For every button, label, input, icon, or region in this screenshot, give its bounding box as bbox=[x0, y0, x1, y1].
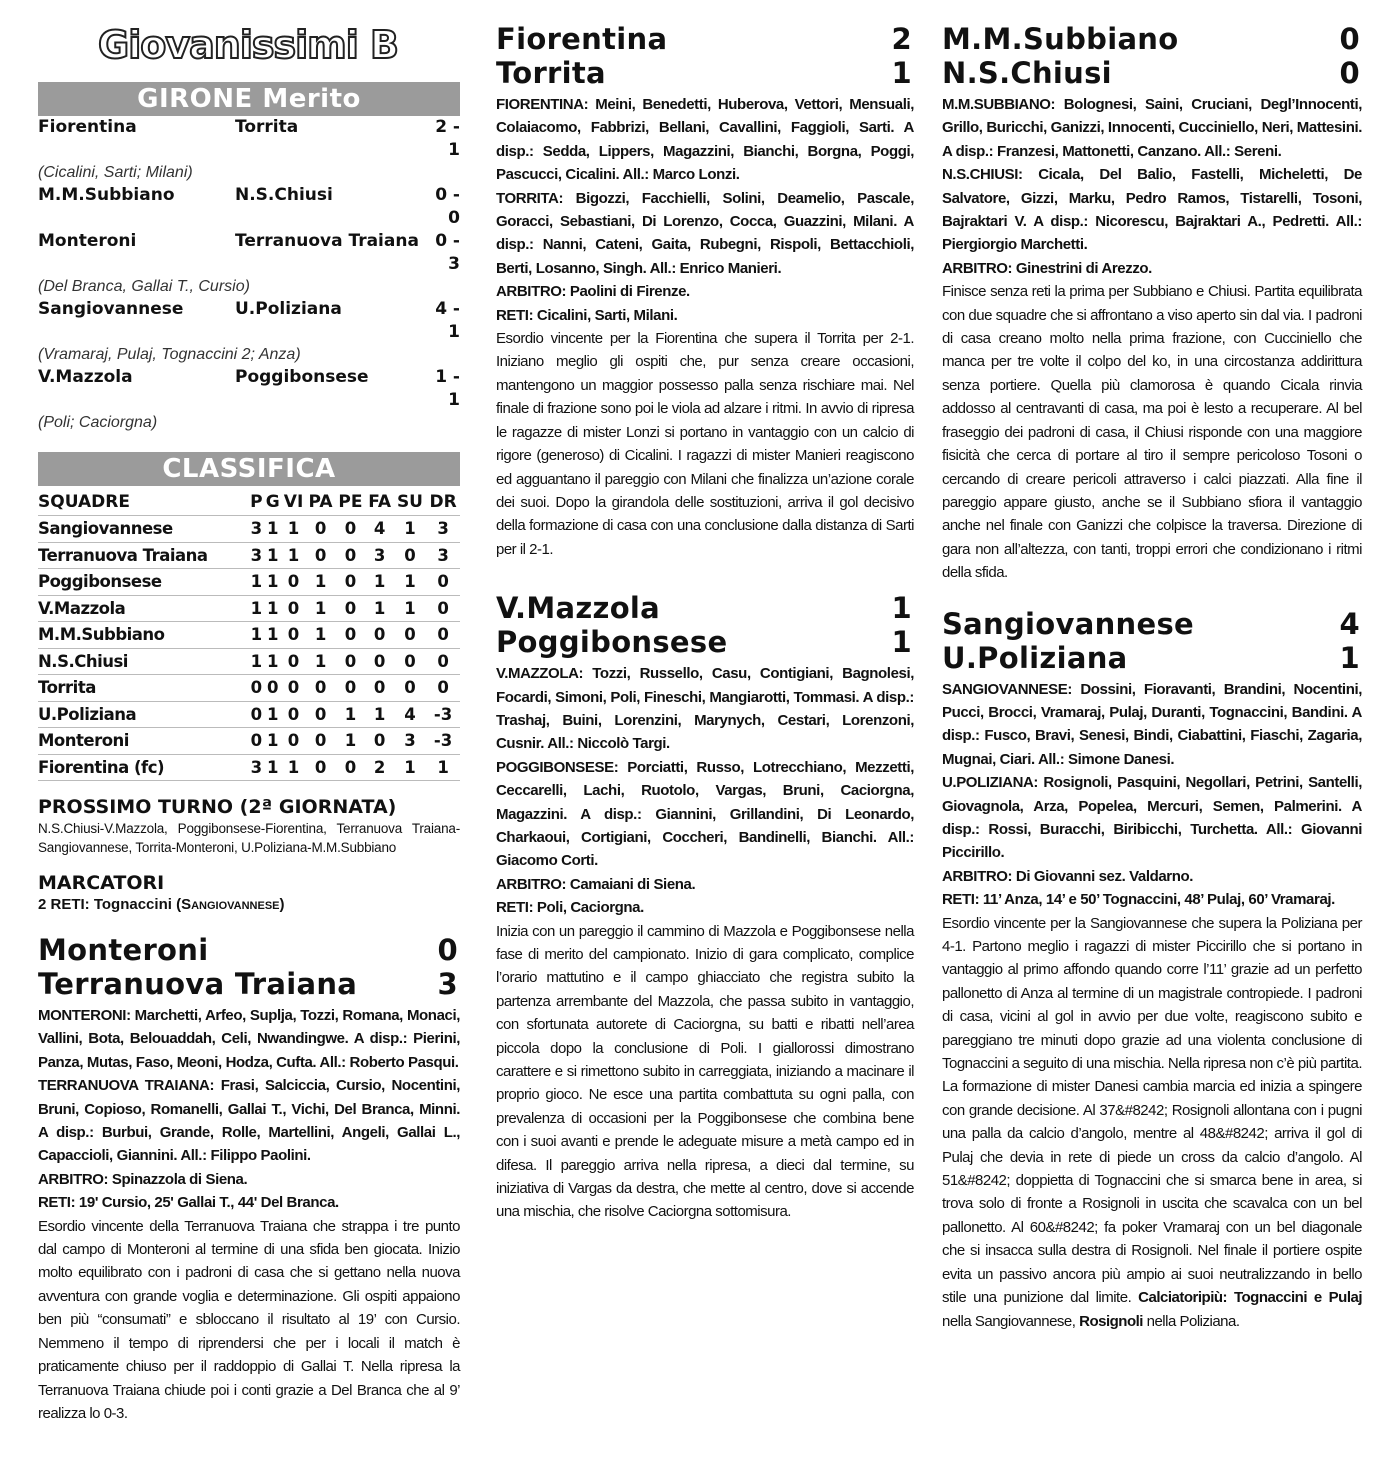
standings-stat: 2 bbox=[365, 754, 393, 781]
result-row bbox=[38, 298, 460, 344]
standings-stat: 3 bbox=[394, 728, 426, 755]
away-team-line bbox=[38, 967, 460, 1001]
home-team-goals: 2 bbox=[891, 22, 912, 56]
standings-stat: 1 bbox=[264, 569, 281, 596]
home-team-goals: 0 bbox=[1339, 22, 1360, 56]
standings-stat: 1 bbox=[394, 754, 426, 781]
standings-stat: 0 bbox=[336, 754, 366, 781]
standings-header-cell: PA bbox=[306, 490, 336, 516]
standings-stat: 1 bbox=[281, 754, 305, 781]
standings-stat: 1 bbox=[264, 728, 281, 755]
result-home-team: Monteroni bbox=[38, 231, 137, 251]
referee: ARBITRO: Paolini di Firenze. bbox=[496, 283, 690, 301]
standings-stat: 3 bbox=[249, 542, 264, 569]
standings-stat: 1 bbox=[394, 569, 426, 596]
match-lineups bbox=[496, 662, 914, 919]
match-subbiano-chiusi bbox=[942, 22, 1362, 585]
standings-stat: 0 bbox=[249, 675, 264, 702]
standings-team: Torrita bbox=[38, 675, 249, 702]
away-team-line bbox=[496, 625, 914, 659]
standings-stat: -3 bbox=[426, 701, 460, 728]
standings-stat: 0 bbox=[281, 622, 305, 649]
home-team-line bbox=[496, 22, 914, 56]
standings-stat: 0 bbox=[365, 675, 393, 702]
standings-stat: 1 bbox=[264, 542, 281, 569]
standings-stat: 0 bbox=[281, 728, 305, 755]
result-score: 4 - 1 bbox=[435, 299, 460, 342]
standings-stat: 3 bbox=[426, 542, 460, 569]
standings-stat: 0 bbox=[336, 648, 366, 675]
standings-stat: 0 bbox=[426, 648, 460, 675]
goals-list: RETI: Cicalini, Sarti, Milani. bbox=[496, 306, 678, 324]
standings-stat: 1 bbox=[365, 569, 393, 596]
standings-header-cell: P bbox=[249, 490, 264, 516]
match-lineups bbox=[942, 678, 1362, 912]
standings-stat: 3 bbox=[249, 754, 264, 781]
standings-stat: 0 bbox=[336, 569, 366, 596]
standings-stat: 0 bbox=[365, 648, 393, 675]
standings-stat: 1 bbox=[394, 516, 426, 543]
standings-stat: 3 bbox=[365, 542, 393, 569]
result-home-team: M.M.Subbiano bbox=[38, 185, 175, 205]
away-lineup: TERRANUOVA TRAIANA: Frasi, Salciccia, Cursio, Nocentini, Bruni, Copioso, Romanelli, Gallai T., Vichi, Del Branca, Minni. A disp.: Burbui, Grande, Rolle, Martellini, Angeli, Gallai L., Capaccioli, Giannini. All.: Filippo Paolini. bbox=[38, 1077, 460, 1165]
best-home-club: nella Sangiovannese, bbox=[942, 1312, 1076, 1330]
standings-row bbox=[38, 542, 460, 569]
referee: ARBITRO: Spinazzola di Siena. bbox=[38, 1170, 248, 1188]
standings-stat: 0 bbox=[426, 569, 460, 596]
standings-stat: 0 bbox=[249, 701, 264, 728]
standings-stat: 1 bbox=[249, 648, 264, 675]
result-away-team: Terranuova Traiana bbox=[235, 231, 419, 251]
away-team-name: Terranuova Traiana bbox=[38, 967, 358, 1001]
standings-stat: 0 bbox=[306, 675, 336, 702]
next-round-fixtures: N.S.Chiusi-V.Mazzola, Poggibonsese-Fiorentina, Terranuova Traiana-Sangiovannese, Torrita-Monteroni, U.Poliziana-M.M.Subbiano bbox=[38, 821, 460, 855]
standings-row bbox=[38, 728, 460, 755]
standings-team: M.M.Subbiano bbox=[38, 622, 249, 649]
referee: ARBITRO: Ginestrini di Arezzo. bbox=[942, 259, 1152, 277]
standings-stat: 1 bbox=[394, 595, 426, 622]
away-lineup: TORRITA: Bigozzi, Facchielli, Solini, Deamelio, Pascale, Goracci, Sebastiani, Di Lorenzo, Cocca, Guazzini, Milani. A disp.: Nanni, Cateni, Gaita, Rubegni, Rispoli, Bettacchioli, Berti, Losanno, Singh. All.: Enrico Manieri. bbox=[496, 189, 914, 277]
match-sangiovannese-poliziana bbox=[942, 607, 1362, 1333]
standings-stat: 0 bbox=[306, 542, 336, 569]
away-lineup: POGGIBONSESE: Porciatti, Russo, Lotrecchiano, Mezzetti, Ceccarelli, Lachi, Ruotolo, Vargas, Bruni, Caciorgna, Magazzini. A disp.: Giannini, Grillandini, Di Leonardo, Charkaoui, Cortigiani, Coccheri, Bandinelli, Bianchi. All.: Giacomo Corti. bbox=[496, 758, 914, 870]
away-lineup: N.S.CHIUSI: Cicala, Del Balio, Fastelli, Micheletti, De Salvatore, Gizzi, Marku, Pedro Ramos, Tistarelli, Tosoni, Bajraktari V. A disp.: Nicorescu, Bajraktari A., Pedretti. All.: Piergiorgio Marchetti. bbox=[942, 166, 1362, 254]
result-scorers: (Poli; Caciorgna) bbox=[38, 414, 158, 431]
standings-header-cell: FA bbox=[365, 490, 393, 516]
standings-header-row bbox=[38, 490, 460, 516]
standings-team: U.Poliziana bbox=[38, 701, 249, 728]
match-report: Esordio vincente per la Fiorentina che supera il Torrita per 2-1. Iniziano meglio gli ospiti che, pur senza creare occasioni, mantengono un maggior possesso palla senza rischiare mai. Nel finale di frazione sono poi le viola ad alzare i ritmi. In avvio di ripresa le ragazze di mister Lonzi si portano in vantaggio con un calcio di rigore (generoso) di Cicalini. I ragazzi di mister Manieri reagiscono ed agguantano il pareggio con Milani che finalizza un’azione corale dei suoi. Dopo la girandola delle sostituzioni, arriva il gol decisivo della formazione di casa con una conclusione dalla distanza di Sarti per il 2-1. bbox=[496, 330, 914, 558]
standings-row bbox=[38, 754, 460, 781]
home-lineup: MONTERONI: Marchetti, Arfeo, Suplja, Tozzi, Romana, Monaci, Vallini, Bota, Belouaddah, Celi, Nwandingwe. A disp.: Pierini, Panza, Mutas, Faso, Meoni, Hodza, Cufta. All.: Roberto Pasqui. bbox=[38, 1007, 460, 1071]
right-column bbox=[942, 22, 1362, 1333]
standings-stat: 0 bbox=[281, 595, 305, 622]
standings-team: Terranuova Traiana bbox=[38, 542, 249, 569]
home-team-line bbox=[942, 22, 1362, 56]
away-team-line bbox=[942, 641, 1362, 675]
home-team-name: Monteroni bbox=[38, 933, 209, 967]
home-team-goals: 1 bbox=[891, 591, 912, 626]
goals-list: RETI: Poli, Caciorgna. bbox=[496, 899, 644, 917]
goals-list: RETI: 11’ Anza, 14’ e 50’ Tognaccini, 48’ Pulaj, 60’ Vramaraj. bbox=[942, 891, 1335, 909]
standings-stat: 1 bbox=[264, 622, 281, 649]
standings-team: Sangiovannese bbox=[38, 516, 249, 543]
standings-team: Fiorentina (fc) bbox=[38, 754, 249, 781]
standings-stat: 1 bbox=[306, 622, 336, 649]
away-team-line bbox=[942, 56, 1362, 90]
best-players-label: Calciatoripiù: bbox=[1138, 1289, 1228, 1307]
referee: ARBITRO: Di Giovanni sez. Valdarno. bbox=[942, 867, 1194, 885]
away-lineup: U.POLIZIANA: Rosignoli, Pasquini, Negollari, Petrini, Santelli, Giovagnola, Arza, Popelea, Mercuri, Semen, Palmerini. A disp.: Rossi, Buracchi, Biribicchi, Turchetta. All.: Giovanni Piccirillo. bbox=[942, 774, 1362, 862]
standings-stat: 0 bbox=[281, 675, 305, 702]
standings-stat: 0 bbox=[281, 701, 305, 728]
standings-stat: 0 bbox=[306, 728, 336, 755]
home-lineup: FIORENTINA: Meini, Benedetti, Huberova, Vettori, Mensuali, Colaiacomo, Fabbrizi, Bellani, Cavallini, Faggioli, Sarti. A disp.: Sedda, Lippers, Magazzini, Bianchi, Borgna, Poggi, Pascucci, Cicalini. All.: Marco Lonzi. bbox=[496, 96, 914, 184]
standings-row bbox=[38, 516, 460, 543]
result-home-team: V.Mazzola bbox=[38, 367, 133, 387]
standings-stat: 1 bbox=[264, 754, 281, 781]
standings-stat: 0 bbox=[281, 569, 305, 596]
match-lineups bbox=[38, 1004, 460, 1215]
standings-row bbox=[38, 569, 460, 596]
standings-stat: 0 bbox=[264, 675, 281, 702]
standings-header-cell: G bbox=[264, 490, 281, 516]
standings-stat: 4 bbox=[394, 701, 426, 728]
result-row bbox=[38, 366, 460, 412]
standings-stat: 1 bbox=[336, 728, 366, 755]
standings-row bbox=[38, 701, 460, 728]
away-team-name: N.S.Chiusi bbox=[942, 56, 1112, 90]
standings-stat: 1 bbox=[336, 701, 366, 728]
result-row bbox=[38, 230, 460, 276]
away-team-goals: 0 bbox=[1339, 56, 1360, 90]
page-title: Giovanissimi B bbox=[98, 23, 398, 67]
next-round-heading: PROSSIMO TURNO (2ª GIORNATA) bbox=[38, 796, 397, 818]
standings-team: N.S.Chiusi bbox=[38, 648, 249, 675]
away-team-name: Torrita bbox=[496, 56, 606, 90]
standings-stat: 3 bbox=[426, 516, 460, 543]
scorers-line bbox=[38, 895, 460, 915]
standings-stat: 1 bbox=[306, 595, 336, 622]
standings-stat: 1 bbox=[426, 754, 460, 781]
standings-stat: 0 bbox=[394, 675, 426, 702]
standings-body bbox=[38, 516, 460, 781]
standings-stat: 0 bbox=[426, 595, 460, 622]
standings-stat: 0 bbox=[336, 595, 366, 622]
away-team-goals: 1 bbox=[1339, 640, 1360, 675]
match-fiorentina-torrita bbox=[496, 22, 914, 561]
home-team-name: Fiorentina bbox=[496, 22, 668, 56]
standings-stat: 1 bbox=[249, 595, 264, 622]
result-away-team: U.Poliziana bbox=[235, 299, 342, 319]
standings-stat: 0 bbox=[336, 675, 366, 702]
scorers-heading: MARCATORI bbox=[38, 872, 165, 894]
standings-header-cell: PE bbox=[336, 490, 366, 516]
standings-stat: 0 bbox=[394, 648, 426, 675]
standings-stat: 1 bbox=[249, 622, 264, 649]
home-team-name: Sangiovannese bbox=[942, 606, 1194, 641]
standings-stat: 0 bbox=[394, 622, 426, 649]
middle-column bbox=[496, 22, 914, 1224]
standings-stat: 0 bbox=[365, 622, 393, 649]
home-team-name: M.M.Subbiano bbox=[942, 22, 1179, 56]
standings-row bbox=[38, 622, 460, 649]
away-team-name: Poggibonsese bbox=[496, 625, 728, 660]
standings-stat: 0 bbox=[426, 675, 460, 702]
home-lineup: SANGIOVANNESE: Dossini, Fioravanti, Brandini, Nocentini, Pucci, Brocci, Vramaraj, Pulaj, Duranti, Tognaccini, Bandini. A disp.: Fusco, Bravi, Senesi, Bindi, Ciabattini, Fiaschi, Zagaria, Mugnai, Ciari. All.: Simone Danesi. bbox=[942, 680, 1362, 768]
home-team-goals: 0 bbox=[437, 933, 458, 967]
standings-header-cell: VI bbox=[281, 490, 305, 516]
result-scorers: (Del Branca, Gallai T., Cursio) bbox=[38, 278, 250, 295]
standings-stat: 0 bbox=[306, 516, 336, 543]
result-scorers: (Vramaraj, Pulaj, Tognaccini 2; Anza) bbox=[38, 346, 301, 363]
away-team-goals: 1 bbox=[891, 56, 912, 90]
standings-stat: 0 bbox=[394, 542, 426, 569]
standings-header-cell: DR bbox=[426, 490, 460, 516]
classifica-heading: CLASSIFICA bbox=[38, 452, 460, 486]
result-away-team: N.S.Chiusi bbox=[235, 185, 333, 205]
standings-stat: 1 bbox=[281, 542, 305, 569]
standings-stat: 0 bbox=[336, 622, 366, 649]
standings-stat: 1 bbox=[264, 595, 281, 622]
standings-stat: 1 bbox=[306, 569, 336, 596]
match-report: Inizia con un pareggio il cammino di Mazzola e Poggibonsese nella fase di merito del campionato. Inizio di gara complicato, complice l’orario mattutino e il campo ghiacciato che registra subito la partenza arrembante del Mazzola, che passa subito in vantaggio, con sfortunata autorete di Caciorgna, su batti e ribatti nell’area piccola dopo la conclusione di Poli. I giallorossi dimostrano carattere e si rimettono subito in carreggiata, iniziando a macinare il proprio gioco. Ne esce una partita combattuta su ogni palla, con prevalenza di occasioni per la Poggibonsese che combina bene con i suoi avanti e prende le adeguate misure a metà campo ed in difesa. Il pareggio arriva nella ripresa, a dieci dal termine, su iniziativa di Vargas da destra, che mette al centro, dove si accende una mischia, che risolve Caciorgna sottomisura. bbox=[496, 922, 914, 1221]
standings-stat: 1 bbox=[365, 701, 393, 728]
standings-stat: 0 bbox=[426, 622, 460, 649]
result-score: 1 - 1 bbox=[435, 367, 460, 410]
away-team-goals: 1 bbox=[891, 625, 912, 660]
standings-stat: 1 bbox=[264, 701, 281, 728]
standings-stat: 0 bbox=[306, 754, 336, 781]
match-report: Esordio vincente della Terranuova Traiana che strappa i tre punto dal campo di Monteroni al termine di una sfida ben giocata. Inizio molto equilibrato con i padroni di casa che si gettano nella nuova avventura con grande voglia e determinazione. Gli ospiti appaiono ben più “consumati” e sbloccano il risultato al 19’ con Cursio. Nemmeno il tempo di riprendersi che per i locali il match è praticamente chiuso per il raddoppio di Gallai T. Nella ripresa la Terranuova Traiana chiude poi i conti grazie a Del Branca che al 9’ realizza lo 0-3. bbox=[38, 1217, 460, 1422]
result-home-team: Fiorentina bbox=[38, 117, 137, 137]
goals-list: RETI: 19' Cursio, 25' Gallai T., 44' Del Branca. bbox=[38, 1194, 339, 1212]
away-team-goals: 3 bbox=[437, 967, 458, 1001]
home-team-line bbox=[38, 933, 460, 967]
report-body: Esordio vincente per la Sangiovannese che supera la Poliziana per 4-1. Partono meglio i ragazzi di mister Piccirillo che si portano in vantaggio al primo affondo quando corre l’11’ grazie ad un perfetto pallonetto di Anza al termine di un magistrale contropiede. I padroni di casa, vicini al gol in avvio per due volte, reagiscono subito e pareggiano tre minuti dopo grazie ad una violenta conclusione di Tognaccini a seguito di una mischia. Nella ripresa non c’è più partita. La formazione di mister Danesi cambia marcia ed inizia a spingere con grande decisione. Al 37&#8242; Rosignoli allontana con i pugni una palla da calcio d’angolo, mentre al 48&#8242; arriva il gol di Pulaj che devia in rete di piede un cross da calcio d’angolo. Al 51&#8242; doppietta di Tognaccini che si smarca bene in area, si trova solo di fronte a Rosignoli in uscita che scavalca con un bel pallonetto. Al 60&#8242; fa poker Vramaraj con un bel diagonale che si insacca sulla destra di Rosignoli. Nel finale il portiere ospite evita un passivo ancora più ampio ai suoi neutralizzando in bello stile una punizione dal limite. bbox=[942, 914, 1362, 1307]
match-report bbox=[942, 912, 1362, 1333]
standings-stat: 0 bbox=[249, 728, 264, 755]
standings-stat: -3 bbox=[426, 728, 460, 755]
result-row bbox=[38, 184, 460, 230]
left-column bbox=[38, 22, 460, 1425]
scorers-club: (Sangiovannese) bbox=[176, 896, 285, 913]
result-row bbox=[38, 116, 460, 162]
standings-stat: 4 bbox=[365, 516, 393, 543]
standings-stat: 0 bbox=[336, 542, 366, 569]
home-team-line bbox=[942, 607, 1362, 641]
home-team-line bbox=[496, 591, 914, 625]
match-monteroni-terranuova bbox=[38, 933, 460, 1425]
standings-stat: 1 bbox=[264, 516, 281, 543]
standings-team: Poggibonsese bbox=[38, 569, 249, 596]
match-mazzola-poggibonsese bbox=[496, 591, 914, 1224]
result-score: 0 - 3 bbox=[435, 231, 460, 274]
standings-stat: 0 bbox=[365, 728, 393, 755]
standings-header-cell: SU bbox=[394, 490, 426, 516]
result-scorers: (Cicalini, Sarti; Milani) bbox=[38, 164, 193, 181]
referee: ARBITRO: Camaiani di Siena. bbox=[496, 875, 696, 893]
standings-stat: 0 bbox=[306, 701, 336, 728]
result-away-team: Torrita bbox=[235, 117, 299, 137]
result-score: 0 - 0 bbox=[435, 185, 460, 228]
standings-stat: 0 bbox=[336, 516, 366, 543]
match-report: Finisce senza reti la prima per Subbiano e Chiusi. Partita equilibrata con due squadre che si affrontano a viso aperto sin dal via. I padroni di casa creano molto nella prima frazione, con Cucciniello che manca per tre volte il colpo del ko, in una circostanza addirittura senza portiere. Quella più clamorosa è quando Cicala rinvia addosso al centravanti di casa, ma poi è lesto a recuperare. Al bel fraseggio dei padroni di casa, il Chiusi risponde con una maggiore fisicità che cerca di portare al tiro il sempre pericoloso Tosoni o cercando di creare pericoli attraverso i calci piazzati. Alla fine il pareggio appare giusto, anche se il Subbiano sfiora il vantaggio anche nel finale con Ganizzi che colpisce la traversa. Direzione di gara non all’altezza, con tanti, troppi errori che condizionano i ritmi della sfida. bbox=[942, 283, 1362, 582]
girone-heading: GIRONE Merito bbox=[38, 82, 460, 116]
home-team-goals: 4 bbox=[1339, 606, 1360, 641]
results-list bbox=[38, 116, 460, 434]
standings-stat: 1 bbox=[306, 648, 336, 675]
away-team-line bbox=[496, 56, 914, 90]
standings-stat: 3 bbox=[249, 516, 264, 543]
home-lineup: M.M.SUBBIANO: Bolognesi, Saini, Cruciani, Degl’Innocenti, Grillo, Buricchi, Ganizzi, Innocenti, Cucciniello, Neri, Mattesini. A disp.: Franzesi, Mattonetti, Canzano. All.: Sereni. bbox=[942, 96, 1362, 160]
best-home-players: Tognaccini e Pulaj bbox=[1233, 1289, 1363, 1307]
standings-row bbox=[38, 648, 460, 675]
result-score: 2 - 1 bbox=[435, 117, 460, 160]
standings-table bbox=[38, 490, 460, 781]
standings-team: Monteroni bbox=[38, 728, 249, 755]
standings-row bbox=[38, 595, 460, 622]
result-home-team: Sangiovannese bbox=[38, 299, 184, 319]
standings-stat: 1 bbox=[365, 595, 393, 622]
standings-stat: 1 bbox=[281, 516, 305, 543]
standings-team: V.Mazzola bbox=[38, 595, 249, 622]
standings-stat: 1 bbox=[264, 648, 281, 675]
best-away-player: Rosignoli bbox=[1079, 1312, 1143, 1330]
standings-stat: 0 bbox=[281, 648, 305, 675]
standings-row bbox=[38, 675, 460, 702]
standings-header-cell: SQUADRE bbox=[38, 490, 249, 516]
match-lineups bbox=[496, 93, 914, 327]
home-team-name: V.Mazzola bbox=[496, 591, 661, 626]
best-away-club: nella Poliziana. bbox=[1146, 1312, 1240, 1330]
standings-stat: 1 bbox=[249, 569, 264, 596]
result-away-team: Poggibonsese bbox=[235, 367, 369, 387]
away-team-name: U.Poliziana bbox=[942, 640, 1128, 675]
home-lineup: V.MAZZOLA: Tozzi, Russello, Casu, Contigiani, Bagnolesi, Focardi, Simoni, Poli, Fineschi, Mangiarotti, Tommasi. A disp.: Trashaj, Buini, Lorenzini, Marynych, Cestari, Lorenzoni, Cusnir. All.: Niccolò Targi. bbox=[496, 665, 914, 753]
scorers-entry: 2 RETI: Tognaccini bbox=[38, 896, 172, 913]
match-lineups bbox=[942, 93, 1362, 280]
